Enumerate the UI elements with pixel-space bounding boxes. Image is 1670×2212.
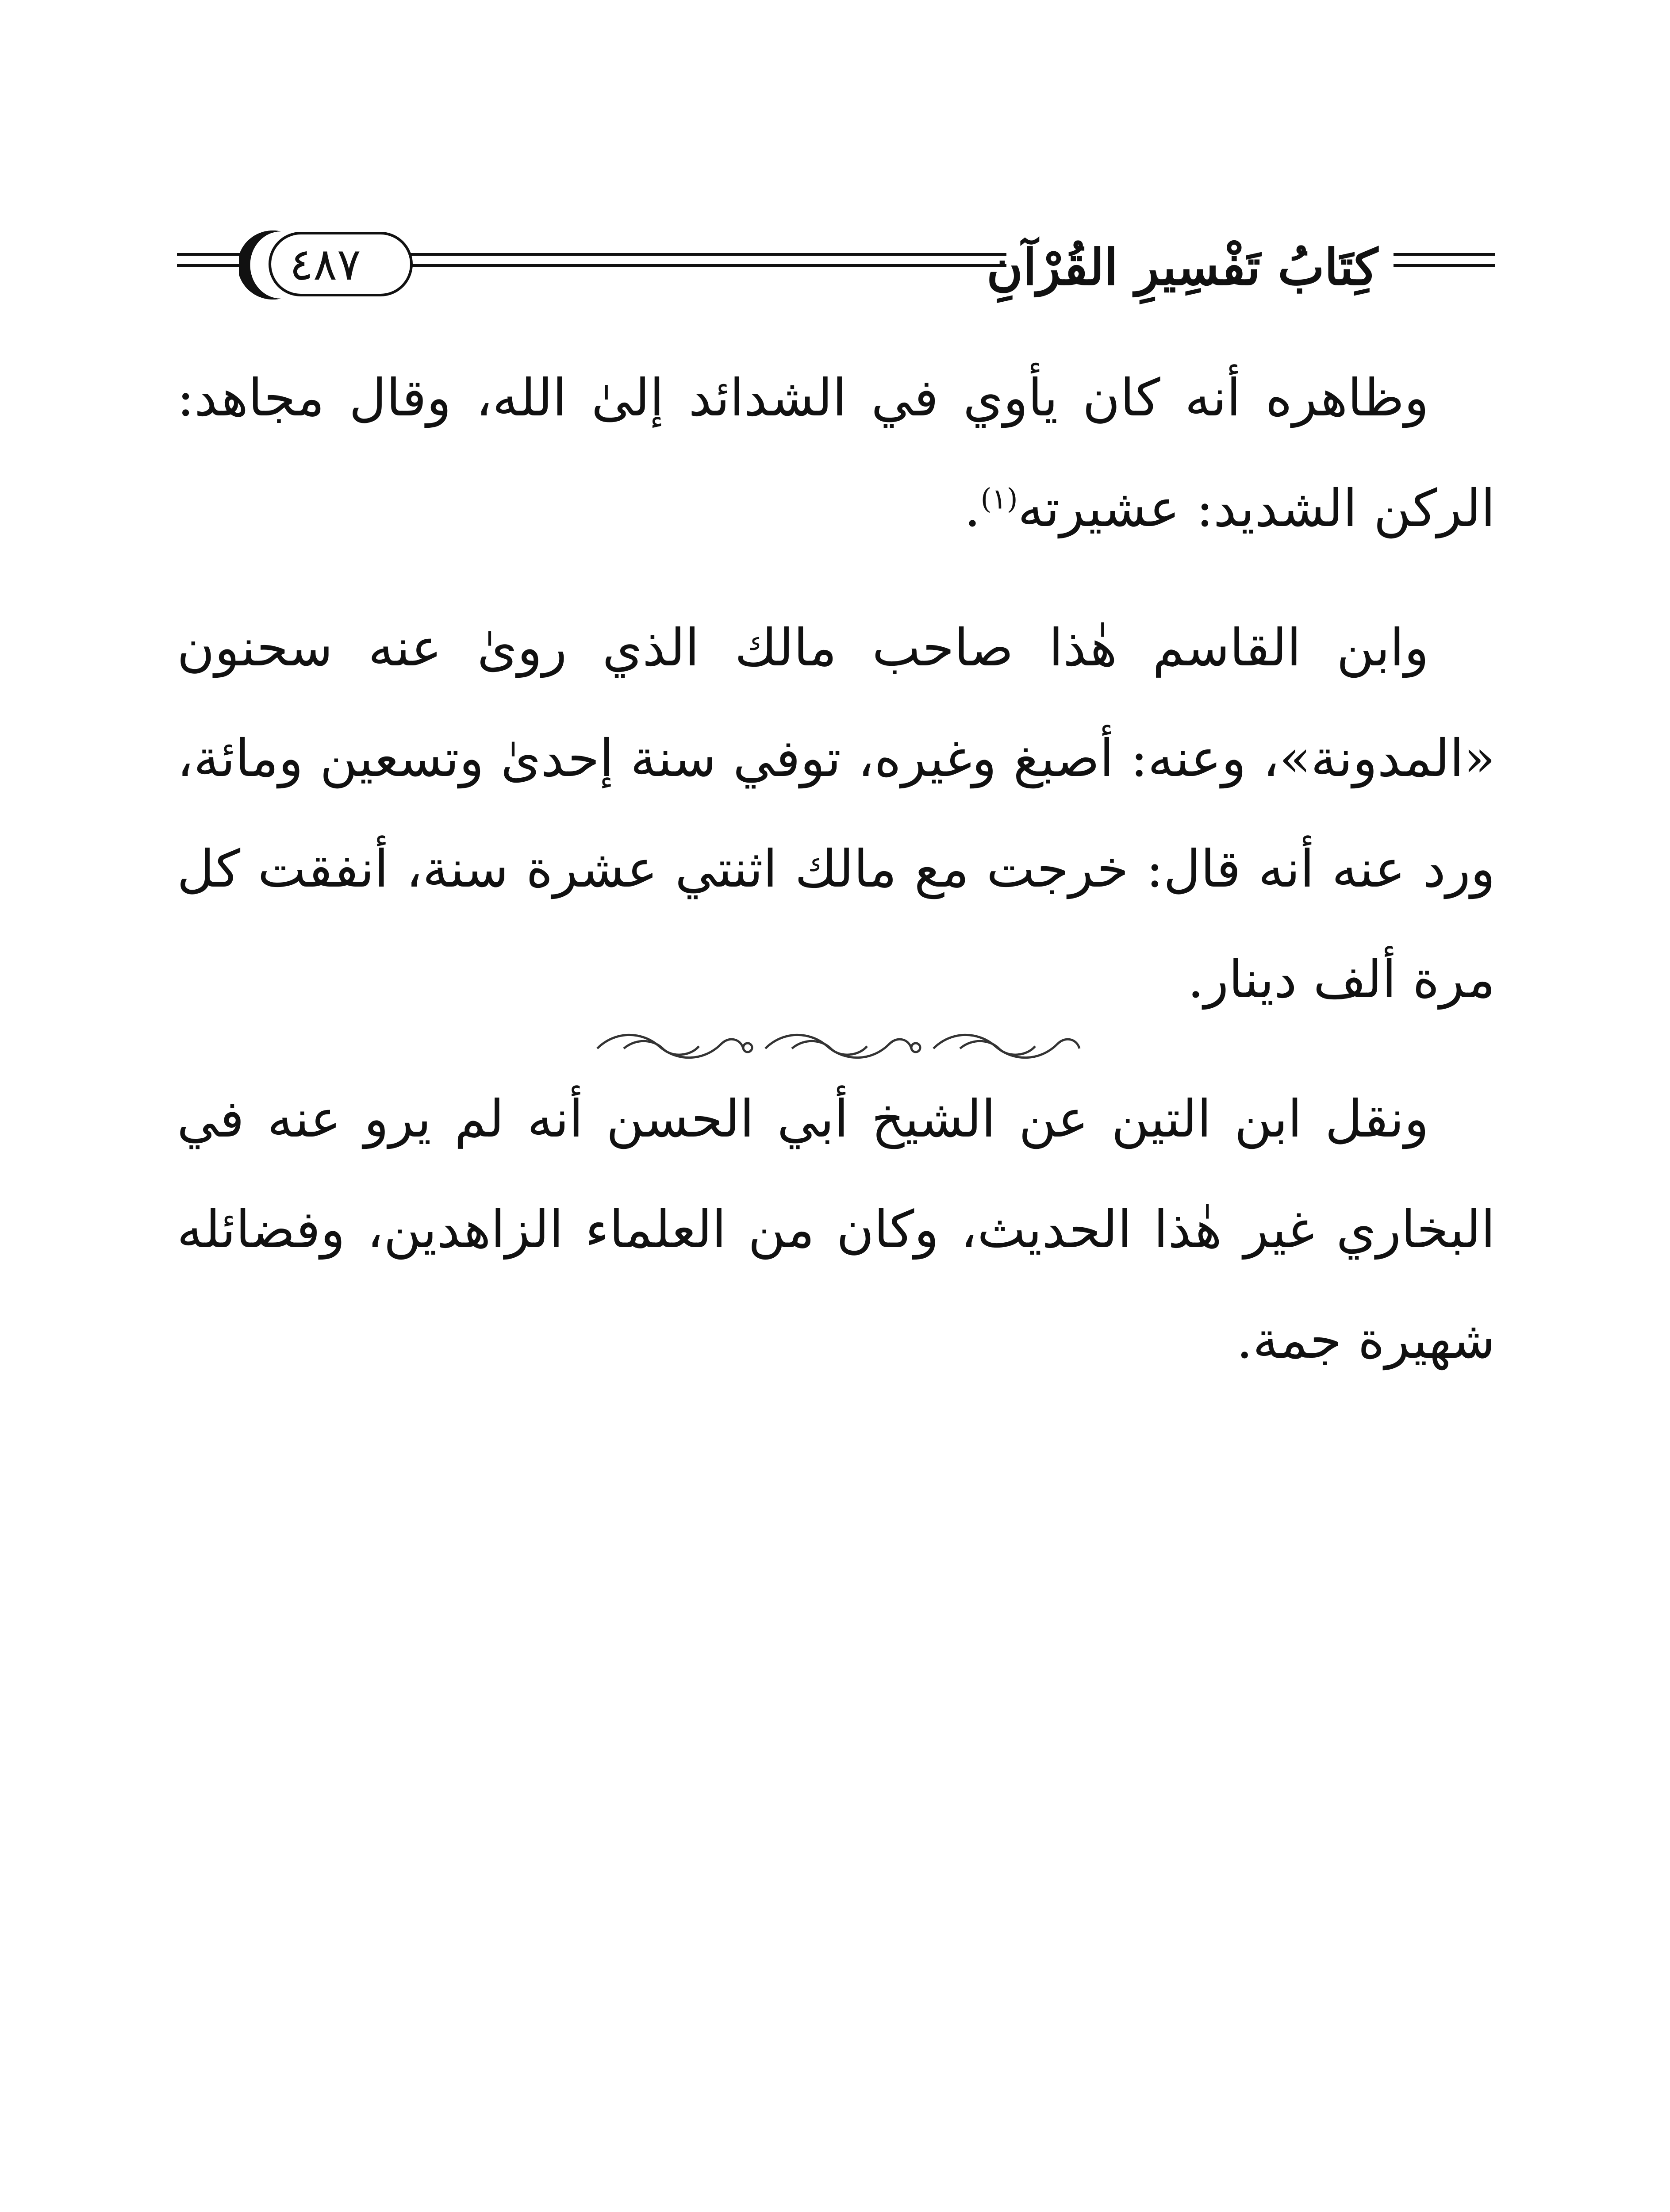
page-number: ٤٨٧ (289, 238, 361, 290)
paragraph-1 (177, 343, 1495, 564)
page-header (177, 221, 1495, 310)
footnote-reference: (١) (980, 483, 1018, 516)
paragraph-2: وابن القاسم هٰذا صاحب مالك الذي روىٰ عنه سحنون «المدونة»، وعنه: أصبغ وغيره، توفي سنة إحدىٰ وتسعين ومائة، ورد عنه أنه قال: خرجت مع مالك اثنتي عشرة سنة، أنفقت كل مرة ألف دينار. (177, 618, 1495, 1010)
section-end-ornament (588, 1022, 1084, 1075)
paragraph-3: ونقل ابن التين عن الشيخ أبي الحسن أنه لم يرو عنه في البخاري غير هٰذا الحديث، وكان من العلماء الزاهدين، وفضائله شهيرة جمة. (177, 1089, 1495, 1370)
main-text (177, 343, 1495, 1425)
book-title: كِتَابُ تَفْسِيرِ القُرْآنِ (1006, 234, 1378, 301)
paragraph-1-text: وظاهره أنه كان يأوي في الشدائد إلىٰ الله، وقال مجاهد: الركن الشديد: عشيرته (177, 368, 1495, 538)
paragraph-1-tail: . (964, 479, 981, 538)
